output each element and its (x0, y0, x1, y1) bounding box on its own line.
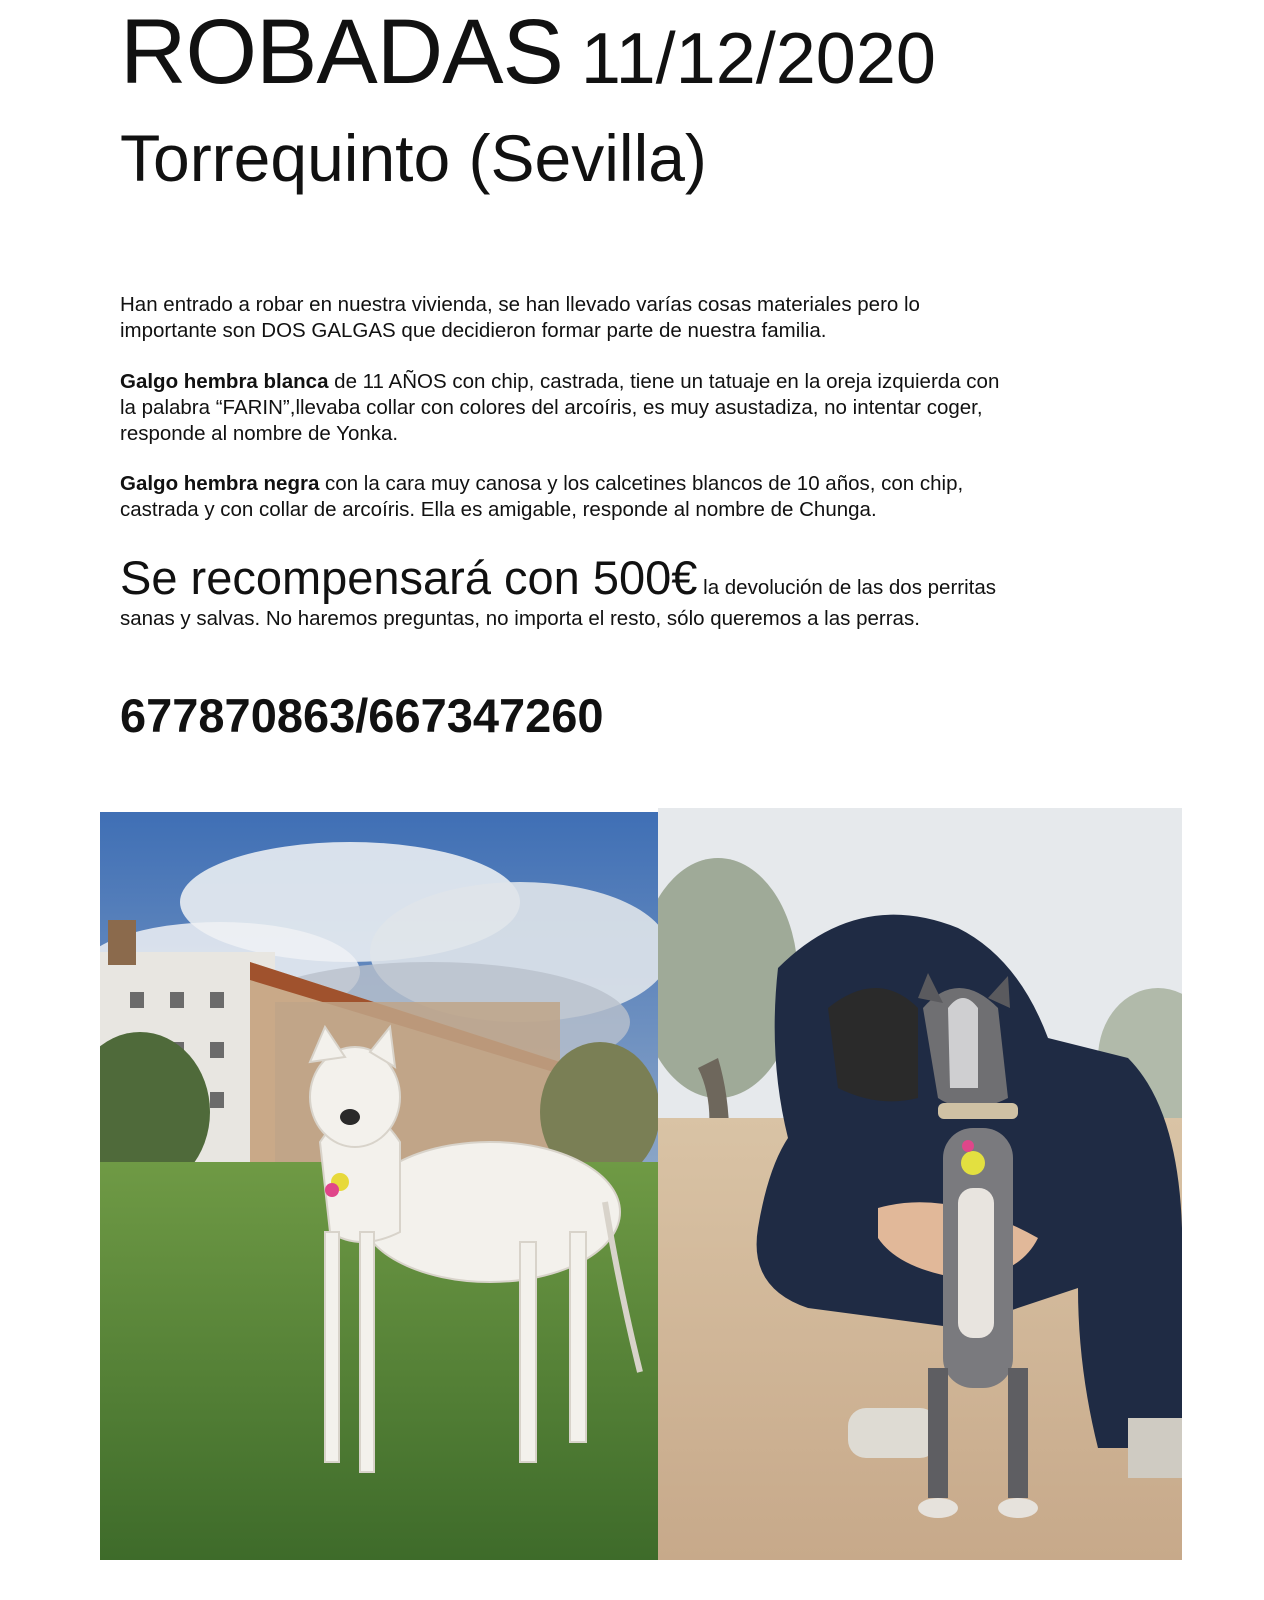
reward-line-2: sanas y salvas. No haremos preguntas, no importa el resto, sólo queremos a las perras. (120, 607, 920, 630)
headline (120, 1, 936, 103)
dog1-line-2: la palabra “FARIN”,llevaba collar con colores del arcoíris, es muy asustadiza, no intentar coger, (120, 396, 983, 419)
photo-grey-greyhound (658, 808, 1182, 1560)
headline-title: ROBADAS (120, 1, 563, 103)
headline-date: 11/12/2020 (580, 19, 936, 99)
dog1-line-1: de 11 AÑOS con chip, castrada, tiene un tatuaje en la oreja izquierda con (328, 370, 1000, 393)
intro-line-1: Han entrado a robar en nuestra vivienda, se han llevado varías cosas materiales pero lo (120, 293, 920, 316)
dog2-line-2: castrada y con collar de arcoíris. Ella es amigable, responde al nombre de Chunga. (120, 498, 877, 521)
dog2-paragraph (120, 471, 1130, 523)
intro-line-2: importante son DOS GALGAS que decidieron formar parte de nuestra familia. (120, 319, 827, 342)
dog2-line-1: con la cara muy canosa y los calcetines blancos de 10 años, con chip, (319, 472, 964, 495)
dog1-title: Galgo hembra blanca (120, 370, 329, 393)
reward-line-1: la devolución de las dos perritas (697, 576, 996, 599)
reward-headline: Se recompensará con 500€ (120, 551, 698, 604)
dog1-paragraph (120, 369, 1130, 447)
contact-phones: 677870863/667347260 (120, 689, 604, 742)
dog2-title: Galgo hembra negra (120, 472, 320, 495)
location-heading: Torrequinto (Sevilla) (120, 121, 707, 195)
intro-paragraph (120, 292, 1130, 344)
photo-white-greyhound (100, 812, 658, 1560)
reward-paragraph (120, 552, 1130, 634)
dog1-line-3: responde al nombre de Yonka. (120, 422, 399, 445)
